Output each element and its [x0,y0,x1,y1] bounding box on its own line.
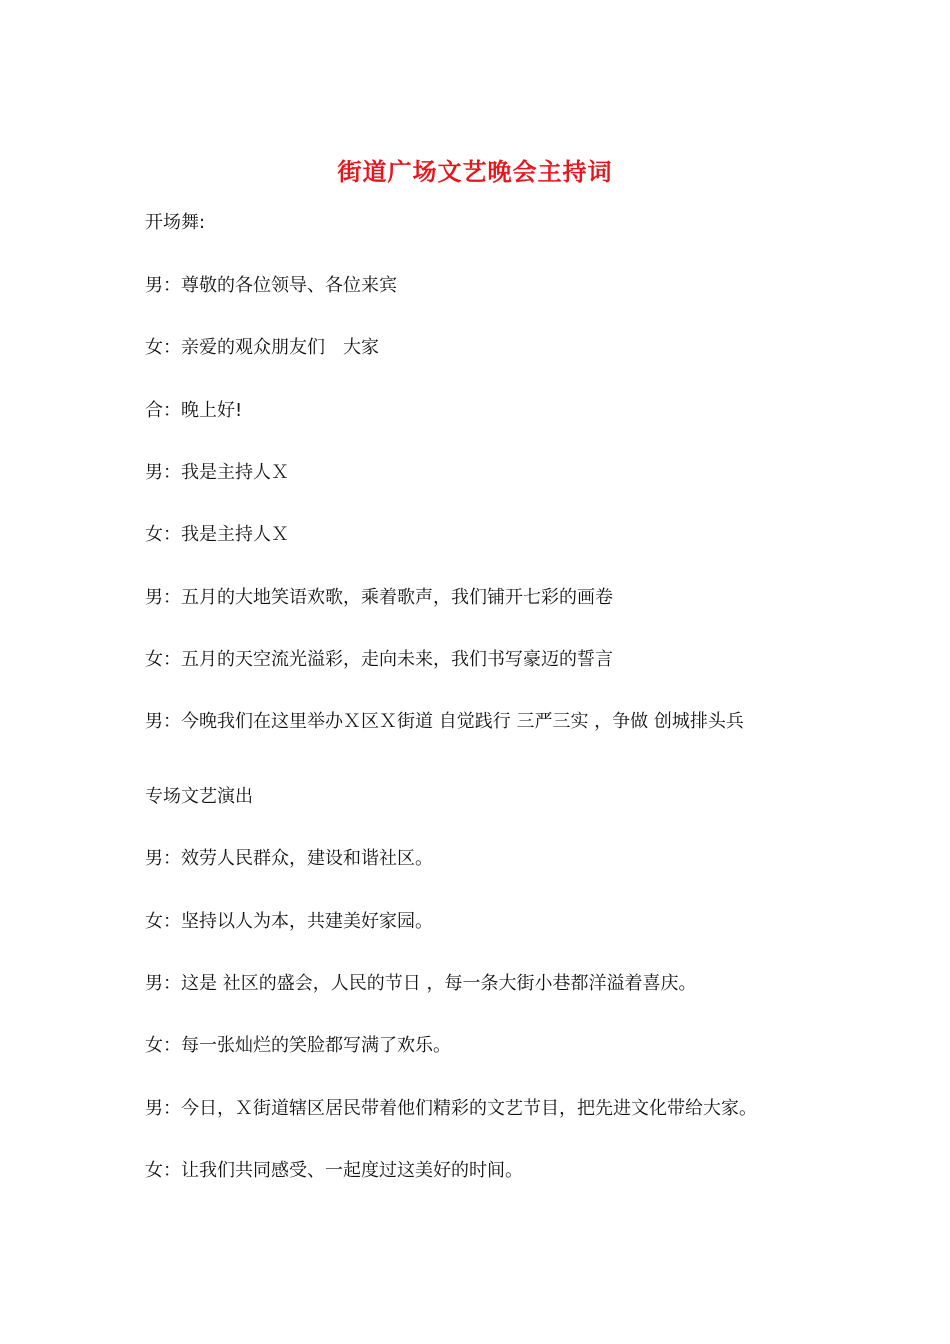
script-line: 男：五月的大地笑语欢歌，乘着歌声，我们铺开七彩的画卷 [145,587,613,608]
script-line: 男：今日，Ｘ街道辖区居民带着他们精彩的文艺节目，把先进文化带给大家。 [145,1098,757,1119]
script-line: 女：我是主持人Ｘ [145,524,289,545]
script-line: 开场舞: [145,212,206,233]
script-line: 男：这是 社区的盛会，人民的节日 ，每一条大街小巷都洋溢着喜庆。 [145,973,697,994]
script-line: 女：让我们共同感受、一起度过这美好的时间。 [145,1160,523,1181]
script-line: 女：坚持以人为本，共建美好家园。 [145,911,433,932]
document-title: 街道广场文艺晚会主持词 [337,157,613,186]
script-line: 女：每一张灿烂的笑脸都写满了欢乐。 [145,1035,451,1056]
section-heading: 专场文艺演出 [145,786,253,807]
script-line: 男：我是主持人Ｘ [145,462,289,483]
script-line: 男：效劳人民群众，建设和谐社区。 [145,848,433,869]
script-line: 女：五月的天空流光溢彩，走向未来，我们书写豪迈的誓言 [145,649,613,670]
script-line: 合：晚上好! [145,400,243,421]
script-line: 男：尊敬的各位领导、各位来宾 [145,275,397,296]
script-line: 女：亲爱的观众朋友们 大家 [145,337,379,358]
script-line: 男：今晚我们在这里举办Ｘ区Ｘ街道 自觉践行 三严三实 ，争做 创城排头兵 [145,711,744,732]
